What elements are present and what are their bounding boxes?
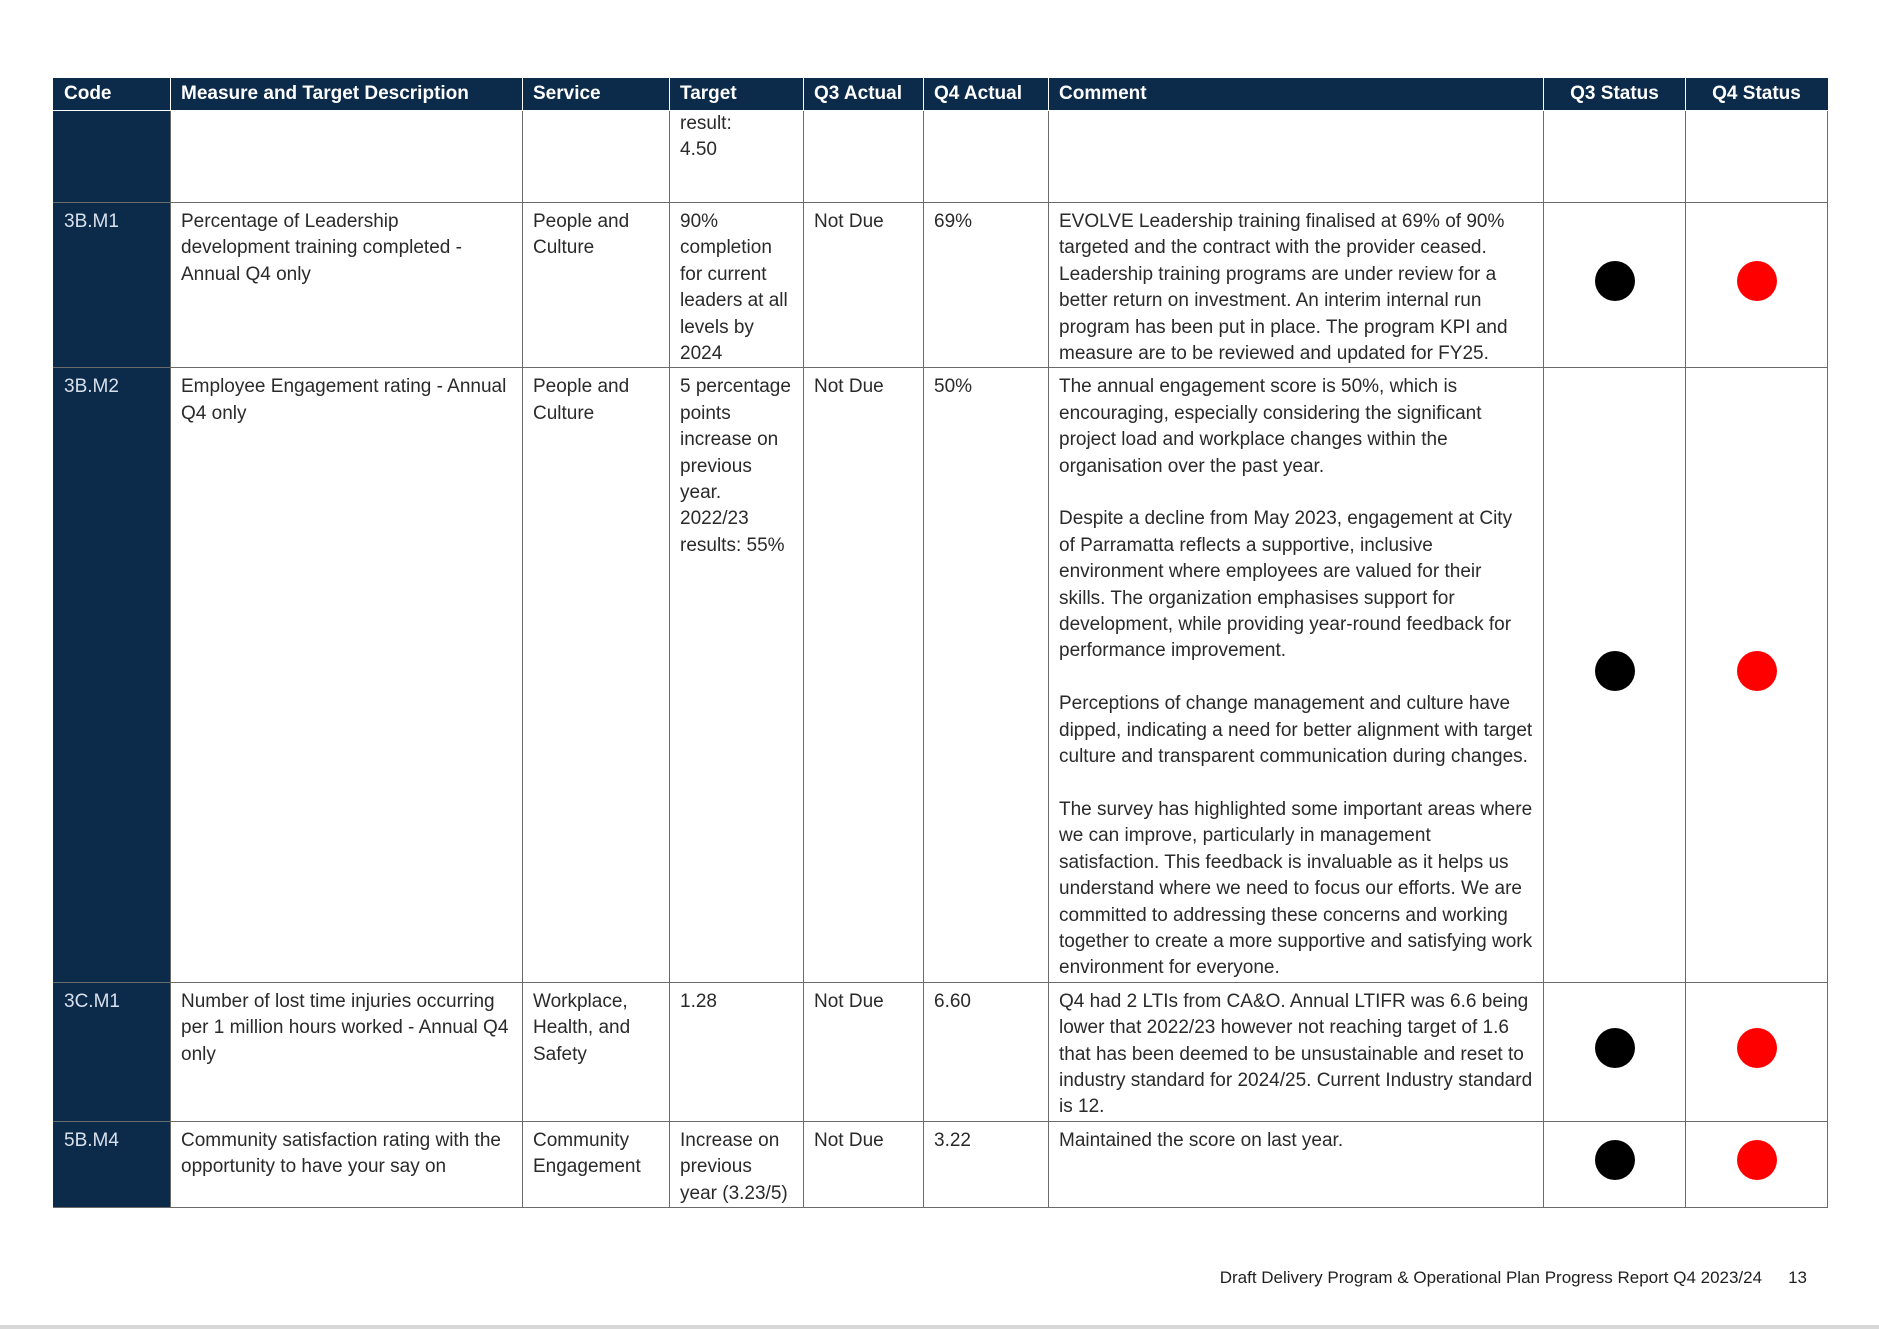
bottom-divider	[0, 1325, 1879, 1329]
row-comment	[1049, 368, 1544, 982]
row-code: 3B.M1	[54, 203, 171, 368]
row-comment	[1049, 1121, 1544, 1207]
comment-paragraph: EVOLVE Leadership training finalised at 69% of 90% targeted and the contract with the provider ceased. Leadership training programs are under review for a better return on investment. An interim internal run program has been put in place. The program KPI and measure are to be reviewed and updated for FY25.	[1059, 211, 1508, 365]
row-code: 3C.M1	[54, 982, 171, 1121]
status-black-dot-icon	[1595, 651, 1635, 691]
row-q4-status	[1686, 982, 1828, 1121]
column-header-description: Measure and Target Description	[171, 79, 523, 111]
row-code: 3B.M2	[54, 368, 171, 982]
column-header-q3-status: Q3 Status	[1544, 79, 1686, 111]
row-description: Number of lost time injuries occurring per 1 million hours worked - Annual Q4 only	[171, 982, 523, 1121]
row-service: People and Culture	[523, 203, 670, 368]
status-black-dot-icon	[1595, 1140, 1635, 1180]
table-header-row	[54, 79, 1828, 111]
row-comment	[1049, 111, 1544, 203]
comment-paragraph: Despite a decline from May 2023, engagement at City of Parramatta reflects a supportive, inclusive environment where employees are valued for their skills. The organization emphasises support for development, while providing year-round feedback for performance improvement.	[1059, 508, 1513, 662]
row-q4-status	[1686, 203, 1828, 368]
row-description: Employee Engagement rating - Annual Q4 only	[171, 368, 523, 982]
status-red-dot-icon	[1737, 1140, 1777, 1180]
row-q4-actual: 50%	[924, 368, 1049, 982]
row-q4-actual: 69%	[924, 203, 1049, 368]
row-service: People and Culture	[523, 368, 670, 982]
column-header-service: Service	[523, 79, 670, 111]
comment-paragraph: Perceptions of change management and culture have dipped, indicating a need for better alignment with target culture and transparent communication during changes.	[1059, 693, 1533, 768]
comment-paragraph: Q4 had 2 LTIs from CA&O. Annual LTIFR was 6.6 being lower that 2022/23 however not reaching target of 1.6 that has been deemed to be unsustainable and reset to industry standard for 2024/25. Current Industry standard is 12.	[1059, 990, 1533, 1118]
row-target: Increase on previous year (3.23/5)	[670, 1121, 804, 1207]
row-code: 5B.M4	[54, 1121, 171, 1207]
comment-paragraph: The annual engagement score is 50%, which is encouraging, especially considering the significant project load and workplace changes within the organisation over the past year.	[1059, 376, 1482, 477]
row-q3-actual: Not Due	[804, 982, 924, 1121]
column-header-target: Target	[670, 79, 804, 111]
row-comment	[1049, 982, 1544, 1121]
row-description: Community satisfaction rating with the opportunity to have your say on	[171, 1121, 523, 1207]
column-header-q4-actual: Q4 Actual	[924, 79, 1049, 111]
row-q3-status	[1544, 368, 1686, 982]
status-black-dot-icon	[1595, 1028, 1635, 1068]
table-row	[54, 203, 1828, 368]
performance-measures-table	[53, 78, 1828, 1208]
row-service	[523, 111, 670, 203]
row-target: 1.28	[670, 982, 804, 1121]
status-red-dot-icon	[1737, 261, 1777, 301]
row-description: Percentage of Leadership development training completed - Annual Q4 only	[171, 203, 523, 368]
column-header-comment: Comment	[1049, 79, 1544, 111]
column-header-q4-status: Q4 Status	[1686, 79, 1828, 111]
table-body	[54, 111, 1828, 1208]
status-red-dot-icon	[1737, 1028, 1777, 1068]
row-q4-status	[1686, 111, 1828, 203]
row-q3-actual: Not Due	[804, 368, 924, 982]
row-q3-actual: Not Due	[804, 203, 924, 368]
column-header-code: Code	[54, 79, 171, 111]
row-q4-actual: 6.60	[924, 982, 1049, 1121]
row-description	[171, 111, 523, 203]
row-service: Workplace, Health, and Safety	[523, 982, 670, 1121]
row-q3-status	[1544, 982, 1686, 1121]
row-comment	[1049, 203, 1544, 368]
table-row	[54, 1121, 1828, 1207]
page-number: 13	[1788, 1268, 1807, 1287]
row-q4-actual	[924, 111, 1049, 203]
table-row	[54, 368, 1828, 982]
status-red-dot-icon	[1737, 651, 1777, 691]
row-q4-actual: 3.22	[924, 1121, 1049, 1207]
row-q4-status	[1686, 1121, 1828, 1207]
row-q3-status	[1544, 203, 1686, 368]
row-q4-status	[1686, 368, 1828, 982]
comment-paragraph: Maintained the score on last year.	[1059, 1129, 1344, 1151]
page-footer	[1220, 1268, 1807, 1288]
table-row	[54, 982, 1828, 1121]
row-code	[54, 111, 171, 203]
status-black-dot-icon	[1595, 261, 1635, 301]
row-target: 5 percentage points increase on previous year. 2022/23 results: 55%	[670, 368, 804, 982]
table-row	[54, 111, 1828, 203]
row-q3-status	[1544, 1121, 1686, 1207]
row-target: result: 4.50	[670, 111, 804, 203]
column-header-q3-actual: Q3 Actual	[804, 79, 924, 111]
row-service: Community Engagement	[523, 1121, 670, 1207]
row-q3-actual: Not Due	[804, 1121, 924, 1207]
row-target: 90% completion for current leaders at all levels by 2024	[670, 203, 804, 368]
footer-title: Draft Delivery Program & Operational Plan Progress Report Q4 2023/24	[1219, 1268, 1763, 1287]
comment-paragraph: The survey has highlighted some important areas where we can improve, particularly in management satisfaction. This feedback is invaluable as it helps us understand where we need to focus our efforts. We are committed to addressing these concerns and working together to create a more supportive and satisfying work environment for everyone.	[1059, 798, 1533, 979]
row-q3-status	[1544, 111, 1686, 203]
row-q3-actual	[804, 111, 924, 203]
